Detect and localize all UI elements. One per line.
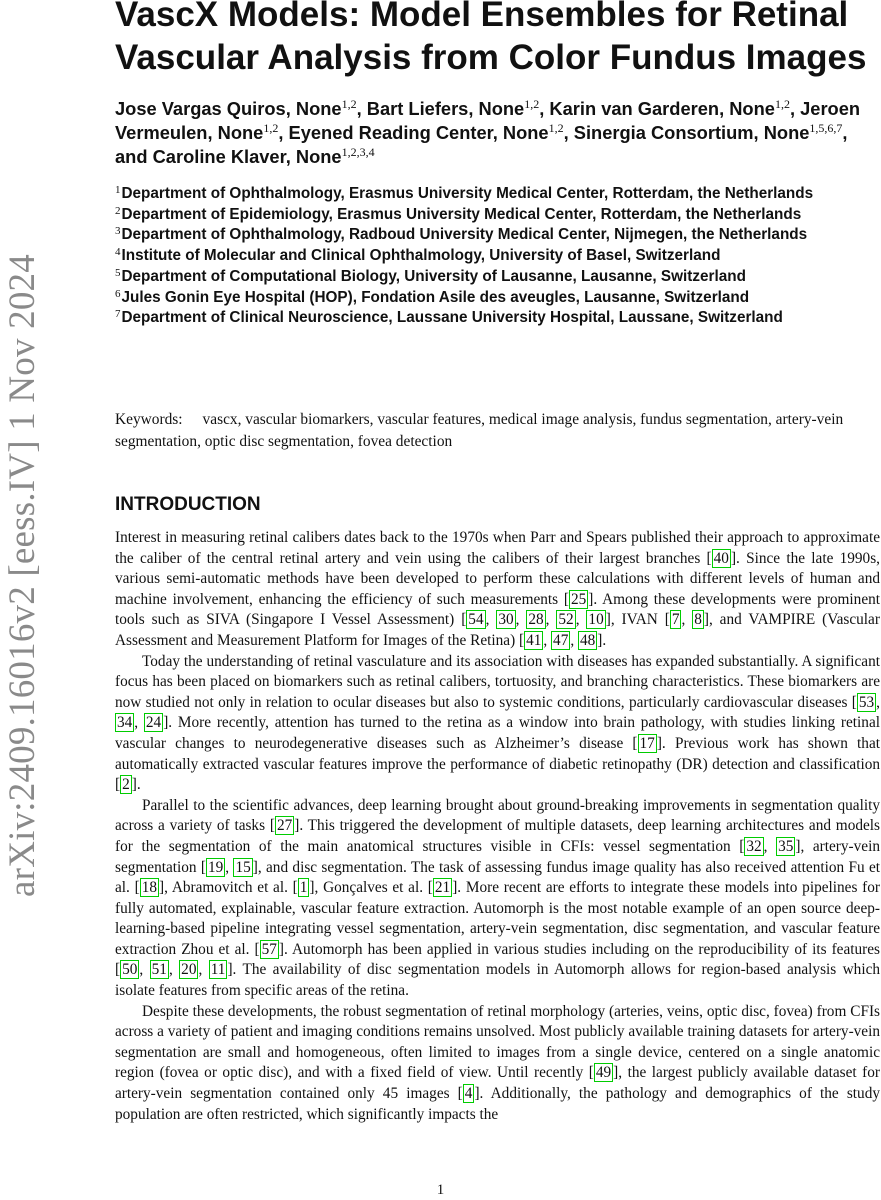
author-list [115,97,880,169]
paper-title: VascX Models: Model Ensembles for Retinal Vascular Analysis from Color Fundus Images [115,0,867,77]
citation-link[interactable]: 27 [276,817,293,835]
citation-link[interactable]: 53 [858,693,875,711]
affiliation-item [115,246,880,267]
affiliation-number: 1 [115,184,121,196]
paragraph-text: ], artery-vein segmentation [ [115,837,880,876]
citation-link[interactable]: 47 [553,631,569,649]
citation-link[interactable]: 25 [570,590,587,608]
citation-link[interactable]: 32 [746,837,762,855]
affiliation-item [115,225,880,246]
paragraph-text: Interest in measuring retinal calibers dates back to the 1970s when Parr and Spears published their approach to approximate the caliber of the central retinal artery and vein using the calibers of their largest branches [ [115,529,880,567]
citation-separator: , [575,611,587,629]
paragraph-text: ]. Since the late 1990s, various semi-automatic methods have been developed to perform these calculations with different levels of human and machine involvement, enhancing the efficiency of such measurements [ [115,549,880,608]
affiliation-number: 4 [115,246,121,259]
citation-link[interactable]: 41 [526,631,542,649]
author-separator: , [356,98,367,119]
citation-link[interactable]: 7 [671,611,680,629]
author-name: Eyened Reading Center, None [288,122,549,143]
paragraph-text: Today the understanding of retinal vasculature and its association with diseases has expanded substantially. A significant focus has been placed on biomarkers such as retinal calibers, tortuosity, and branching characteristics. These biomarkers are now studied not only in relation to ocular diseases but also to systemic conditions, particularly cardiovascular diseases [ [115,652,880,711]
author-name: Bart Liefers, None [366,98,525,119]
citation-link[interactable]: 28 [528,611,544,629]
citation-separator: , [763,837,777,855]
author-separator: , [278,122,289,143]
affiliation-number: 3 [115,225,121,238]
author-affiliation-marker: 1,2 [341,97,357,111]
paragraph-text: ]. Among these developments were prominent tools such as SIVA (Singapore I Vessel Assessment) [ [115,590,881,629]
author-separator: , [563,122,574,143]
citation-separator: , [681,611,693,629]
author-separator: , [539,98,550,119]
affiliation-text: Jules Gonin Eye Hospital (HOP), Fondation Asile des aveugles, Lausanne, Switzerland [121,288,750,306]
arxiv-identifier-sidebar [2,250,42,900]
citation-separator: , [168,961,180,979]
paragraph [115,1002,880,1126]
affiliation-item [115,184,880,205]
affiliation-number: 2 [115,204,121,217]
citation-link[interactable]: 18 [141,879,157,897]
paragraph-text: ]. This triggered the development of multiple datasets, deep learning architectures and models for the segmentation of the main anatomical structures visible in CFIs: vessel segmentation [ [115,817,880,855]
paragraph-text: ], Gonçalves et al. [ [309,879,433,897]
citation-link[interactable]: 24 [145,714,162,732]
citation-link[interactable]: 10 [588,611,604,629]
citation-separator: , [543,631,552,649]
citation-link[interactable]: 20 [181,961,197,979]
citation-link[interactable]: 30 [498,611,514,629]
paragraph-text: ]. [131,776,141,794]
paragraph-text: ]. Additionally, the pathology and demographics of the study population are often restricted, which significantly impacts the [115,1085,880,1123]
paragraph-text: ]. The availability of disc segmentation models in Automorph allows for region-based analysis which isolate features from specific areas of the retina. [115,961,881,1000]
keywords-text: vascx, vascular biomarkers, vascular features, medical image analysis, fundus segmentation, artery-vein segmentation, optic disc segmentation, fovea detection [115,411,844,450]
affiliation-item [115,205,880,226]
author-affiliation-marker: 1,5,6,7 [809,121,843,135]
citation-link[interactable]: 11 [210,961,226,979]
affiliation-number: 6 [115,287,121,300]
citation-separator: , [139,961,150,979]
citation-link[interactable]: 19 [208,858,224,876]
citation-separator: , [570,631,578,649]
citation-link[interactable]: 52 [558,611,574,629]
paragraph-text: ]. Automorph has been applied in various studies including on the reproducibility of its features [ [115,940,880,979]
author-separator: , [789,98,801,119]
section-heading-introduction: INTRODUCTION [115,494,261,515]
author-separator: , and [115,122,848,167]
arxiv-identifier-text: arXiv:2409.16016v2 [eess.IV] 1 Nov 2024 [1,253,43,897]
citation-link[interactable]: 54 [468,611,484,629]
citation-link[interactable]: 4 [464,1085,473,1103]
paragraph-text: ]. Previous work has shown that automatically extracted vascular features improve the performance of diabetic retinopathy (DR) detection and classification [ [115,734,880,794]
citation-separator: , [545,611,557,629]
author-affiliation-marker: 1,2 [524,97,540,111]
affiliation-text: Department of Epidemiology, Erasmus University Medical Center, Rotterdam, the Netherlands [121,205,802,223]
paragraph [115,652,880,796]
citation-link[interactable]: 51 [151,961,167,979]
author-affiliation-marker: 1,2,3,4 [341,145,375,159]
paragraph-text: ]. [597,631,607,649]
author-name: Jose Vargas Quiros, None [115,98,342,119]
affiliation-item [115,267,880,288]
citation-link[interactable]: 40 [713,549,729,567]
affiliation-list [115,184,880,329]
citation-link[interactable]: 57 [261,940,277,958]
introduction-body [115,528,880,1125]
citation-link[interactable]: 49 [595,1064,612,1082]
citation-link[interactable]: 8 [694,611,702,629]
affiliation-number: 5 [115,266,121,279]
citation-separator: , [198,961,209,979]
paragraph-text: ], and VAMPIRE (Vascular Assessment and Measurement Platform for Images of the Retina) [ [115,611,880,649]
author-name: Sinergia Consortium, None [573,122,810,143]
citation-link[interactable]: 21 [434,879,451,897]
paragraph-text: ], and disc segmentation. The task of assessing fundus image quality has also received attention Fu et al. [ [115,858,881,897]
citation-separator: , [134,714,144,732]
citation-link[interactable]: 35 [778,837,794,855]
keywords-label: Keywords: [115,411,183,428]
citation-separator: , [515,611,527,629]
paragraph-text: ], the largest publicly available dataset for artery-vein segmentation contained only 45 images [ [115,1064,880,1103]
citation-link[interactable]: 1 [299,879,308,897]
paragraph-text: ], Abramovitch et al. [ [159,879,298,897]
paragraph-text: ]. More recent are efforts to integrate these models into pipelines for fully automated, explainable, vascular feature extraction. Automorph is the most notable example of an open source deep-learning-based pipeline integrating vessel segmentation, artery-vein segmentation, disc segmentation, and vascular feature extraction Zhou et al. [ [115,879,880,958]
paragraph [115,796,880,1002]
citation-link[interactable]: 17 [639,734,655,752]
paragraph-text: Despite these developments, the robust segmentation of retinal morphology (arteries, veins, optic disc, fovea) from CFIs across a variety of patient and imaging conditions remains unsolved. Most publicly available training datasets for artery-vein segmentation are small and homogeneous, often limited to images from a single device, centered on a single anatomic region (fovea or optic disc), and with a fixed field of view. Until recently [ [115,1002,880,1082]
author-name: Karin van Garderen, None [549,98,775,119]
affiliation-number: 7 [115,308,121,321]
citation-separator: , [876,693,880,711]
page-number: 1 [436,1182,445,1198]
citation-link[interactable]: 34 [117,714,133,732]
author-name: Caroline Klaver, None [152,146,342,167]
affiliation-item [115,288,880,309]
citation-link[interactable]: 2 [122,776,130,794]
affiliation-text: Department of Computational Biology, University of Lausanne, Lausanne, Switzerland [121,267,746,285]
affiliation-text: Department of Clinical Neuroscience, Laussane University Hospital, Laussane, Switzerland [121,309,783,327]
paragraph-text: Parallel to the scientific advances, deep learning brought about ground-breaking improvements in segmentation quality across a variety of tasks [ [115,796,880,835]
citation-separator: , [485,611,497,629]
citation-link[interactable]: 15 [235,858,251,876]
keywords-block [115,409,880,453]
paragraph [115,528,880,652]
affiliation-text: Department of Ophthalmology, Erasmus University Medical Center, Rotterdam, the Netherlands [121,185,814,202]
affiliation-text: Department of Ophthalmology, Radboud University Medical Center, Nijmegen, the Netherlands [121,226,808,244]
author-name: Jeroen Vermeulen, None [115,98,861,143]
author-affiliation-marker: 1,2 [548,121,564,135]
citation-link[interactable]: 50 [122,961,138,979]
citation-separator: , [225,858,234,876]
affiliation-item [115,308,880,329]
paragraph-text: ]. More recently, attention has turned to the retina as a window into brain pathology, with studies linking retinal vascular changes to neurodegenerative diseases such as Alzheimer’s disease [ [115,714,880,752]
author-affiliation-marker: 1,2 [774,97,790,111]
affiliation-text: Institute of Molecular and Clinical Ophthalmology, University of Basel, Switzerland [121,247,721,265]
paragraph-text: ], IVAN [ [605,611,670,629]
author-affiliation-marker: 1,2 [263,121,279,135]
citation-link[interactable]: 48 [580,631,596,649]
